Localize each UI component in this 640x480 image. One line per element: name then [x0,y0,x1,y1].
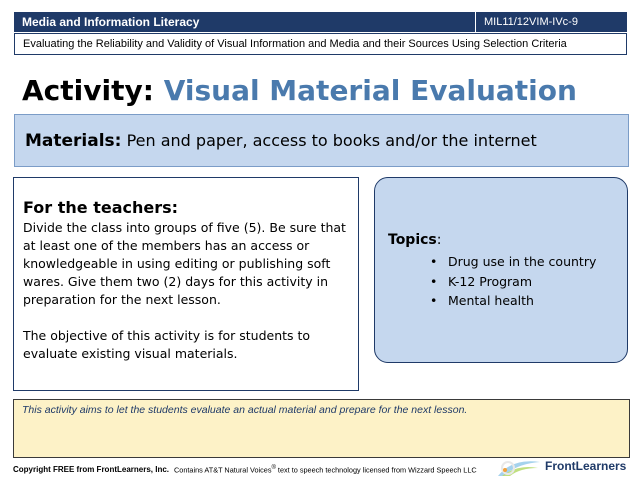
copyright-text: Copyright FREE from FrontLearners, Inc. [13,465,170,474]
topic-item: • Mental health [448,291,627,311]
course-header [14,12,475,32]
bullet-icon: • [430,273,438,289]
topics-list [388,252,627,311]
topics-panel [374,177,628,363]
title-accent: Visual Material Evaluation [163,74,577,107]
bullet-icon: • [430,254,438,269]
topic-item: • Drug use in the country [448,252,627,272]
title-prefix: Activity: [22,74,154,107]
teachers-panel [13,177,359,391]
bullet-icon: • [430,293,438,308]
topic-item: • K-12 Program [448,272,627,292]
materials-panel [14,114,629,167]
course-code-header [475,12,627,32]
teachers-paragraph-1: Divide the class into groups of five (5). Be sure that at least one of the members has an access or knowledgeable in using editing or publishing soft wares. Give them two (2) days for this activity in preparation for the next lesson. [23,220,346,307]
topics-label-line: Topics: [388,232,442,248]
teachers-title: For the teachers: [23,198,179,217]
logo-text: FrontLearners [545,459,627,473]
materials-label: Materials: [25,131,122,151]
voices-credit: Contains AT&T Natural Voices® text to speech technology licensed from Wizzard Speech LLC [174,465,477,475]
topics-label: Topics [388,232,437,248]
course-code: MIL11/12VIM-IVc-9 [484,16,578,28]
activity-note: This activity aims to let the students evaluate an actual material and prepare for the next lesson. [13,399,630,458]
logo-mark-icon [494,456,544,478]
slide-title [22,74,577,107]
course-title: Media and Information Literacy [22,15,200,29]
frontlearners-logo [494,456,630,478]
lesson-subtitle: Evaluating the Reliability and Validity of Visual Information and Media and their Sources Using Selection Criteria [14,33,627,55]
teachers-paragraph-2: The objective of this activity is for students to evaluate existing visual materials. [23,328,311,361]
materials-text: Pen and paper, access to books and/or the internet [126,131,537,150]
